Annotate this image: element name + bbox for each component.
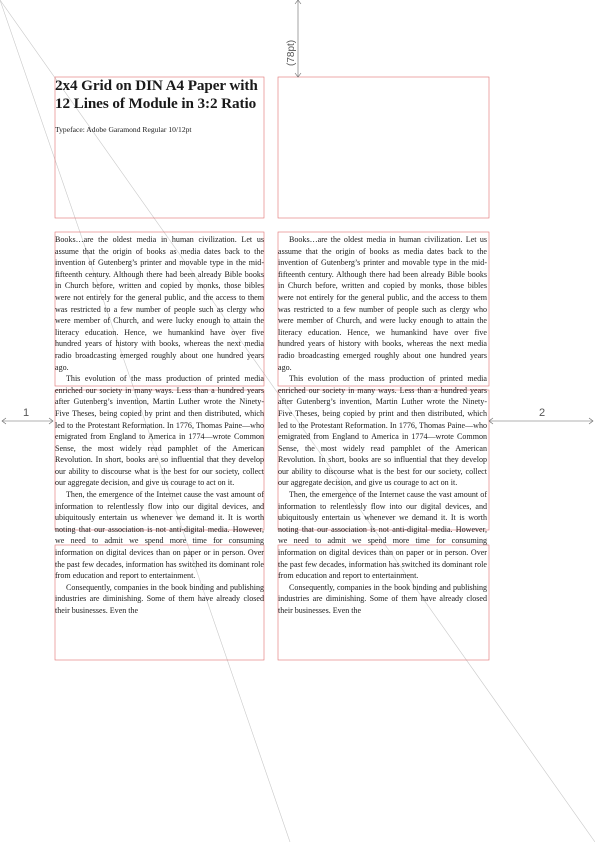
- paragraph: Books…are the oldest media in human civilization. Let us assume that the origin of books as media dates back to the invention of Gutenberg’s printer and movable type in the mid-fifteenth century. Although there had been already Bible books in Church before, written and copied by monks, those bibles were not entirely for the general public, and the access to them was restricted to a few number of people such as clergy who were member of Church, and were lucky enough to attain the literacy education. Hence, we humankind have over five hundred years of history with books, whereas the next media radio broadcasting emerged roughly about one hundred years ago.: [278, 235, 487, 372]
- column-marker-1: 1: [23, 407, 30, 419]
- top-margin-dimension: [283, 20, 313, 70]
- paragraph: Consequently, companies in the book binding and publishing industries are diminishing. Some of them have already closed their businesses. Even the: [55, 582, 264, 615]
- typeface-note: Typeface: Adobe Garamond Regular 10/12pt: [55, 125, 192, 134]
- top-arrowhead: [295, 0, 301, 4]
- paragraph: This evolution of the mass production of printed media enriched our society in many ways. Less than a hundred years after Gutenberg’s invention, Martin Luther wrote the Ninety-Five Theses, being copied by print and then distributed, which led to the Protestant Reformation. In 1776, Thomas Paine—who emigrated from England to America in 1774—wrote Common Sense, the most widely read pamphlet of the American Revolution. In short, books are so influential that they develop our ability to discourse what is the best for our society, collect our aggregate decision, and give us courage to act on it.: [55, 374, 264, 488]
- right-arrow-tip-in: [489, 418, 493, 424]
- text-column-1: [55, 234, 264, 617]
- left-arrow-tip-in: [49, 418, 53, 424]
- right-arrow-tip-out: [589, 418, 593, 424]
- grid-module: [278, 77, 489, 218]
- paragraph: This evolution of the mass production of printed media enriched our society in many ways. Less than a hundred years after Gutenberg’s invention, Martin Luther wrote the Ninety-Five Theses, being copied by print and then distributed, which led to the Protestant Reformation. In 1776, Thomas Paine—who emigrated from England to America in 1774—wrote Common Sense, the most widely read pamphlet of the American Revolution. In short, books are so influential that they develop our ability to discourse what is the best for our society, collect our aggregate decision, and give us courage to act on it.: [278, 374, 487, 488]
- text-column-2: [278, 234, 487, 617]
- left-arrow-tip-out: [2, 418, 6, 424]
- paragraph: Books…are the oldest media in human civilization. Let us assume that the origin of books as media dates back to the invention of Gutenberg’s printer and movable type in the mid-fifteenth century. Although there had been already Bible books in Church before, written and copied by monks, those bibles were not entirely for the general public, and the access to them was restricted to a few number of people such as clergy who were member of Church, and were lucky enough to attain the literacy education. Hence, we humankind have over five hundred years of history with books, whereas the next media radio broadcasting emerged roughly about one hundred years ago.: [55, 235, 264, 372]
- page-title: 2x4 Grid on DIN A4 Paper with 12 Lines of Module in 3:2 Ratio: [55, 77, 258, 112]
- paragraph: Then, the emergence of the Internet cause the vast amount of information to relentlessly flow into our digital devices, and ubiquitously entertain us whenever we demand it. It is worth noting that our association is not anti-digital media. However, we need to admit we spend more time for consuming information on digital devices than on paper or in person. Over the past few decades, information has switched its dominant role from education and report to entertainment.: [55, 490, 264, 581]
- column-marker-2: 2: [539, 407, 546, 419]
- bottom-arrowhead: [295, 73, 301, 77]
- paragraph: Consequently, companies in the book binding and publishing industries are diminishing. Some of them have already closed their businesses. Even the: [278, 582, 487, 615]
- top-margin-label: (78pt): [286, 39, 297, 66]
- paragraph: Then, the emergence of the Internet cause the vast amount of information to relentlessly flow into our digital devices, and ubiquitously entertain us whenever we demand it. It is worth noting that our association is not anti-digital media. However, we need to admit we spend more time for consuming information on digital devices than on paper or in person. Over the past few decades, information has switched its dominant role from education and report to entertainment.: [278, 490, 487, 581]
